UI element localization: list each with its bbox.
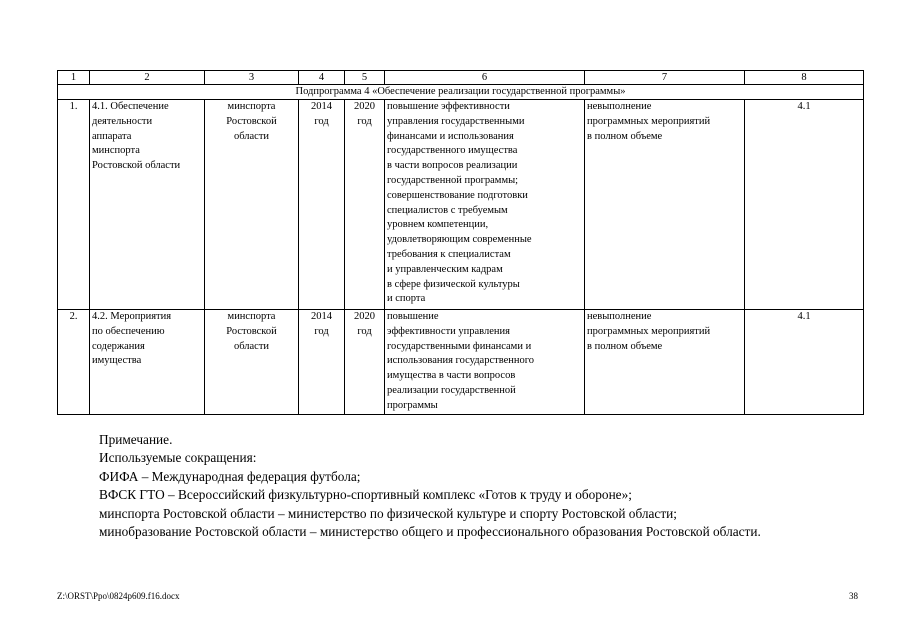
abbreviation-item: минобразование Ростовской области – министерство общего и профессионального образования Ростовской области. (99, 524, 761, 540)
measure-name: 4.1. Обеспечение деятельности аппарата минспорта Ростовской области (90, 100, 205, 310)
table-row (58, 100, 864, 310)
measure-name: 4.2. Мероприятия по обеспечению содержания имущества (90, 310, 205, 415)
expected-result: повышение эффективности управления государственными финансами и использования государственного имущества в части вопросов реализации государственной программы; совершенствование подготовки специалистов с требуемым уровнем компетенции, удовлетворяющим современные требования к специалистам и управленческим кадрам в сфере физической культуры и спорта (385, 100, 585, 310)
consequence: невыполнение программных мероприятий в полном объеме (585, 100, 745, 310)
notes-intro: Используемые сокращения: (99, 450, 257, 466)
abbreviation-item: ВФСК ГТО – Всероссийский физкультурно-спортивный комплекс «Готов к труду и обороне»; (99, 487, 632, 503)
header-cell: 2 (90, 71, 205, 85)
subprogram-title: Подпрограмма 4 «Обеспечение реализации государственной программы» (58, 85, 864, 100)
header-cell: 3 (205, 71, 299, 85)
notes-title: Примечание. (99, 432, 173, 447)
consequence: невыполнение программных мероприятий в полном объеме (585, 310, 745, 415)
header-cell: 6 (385, 71, 585, 85)
expected-result: повышение эффективности управления государственными финансами и использования государственного имущества в части вопросов реализации государственной программы (385, 310, 585, 415)
executor: минспорта Ростовской области (205, 310, 299, 415)
header-cell: 1 (58, 71, 90, 85)
table-row (58, 310, 864, 415)
page-number: 38 (849, 591, 858, 601)
indicator: 4.1 (745, 100, 864, 310)
notes-block (99, 431, 761, 541)
executor: минспорта Ростовской области (205, 100, 299, 310)
row-number: 2. (58, 310, 90, 415)
abbreviation-item: ФИФА – Международная федерация футбола; (99, 468, 361, 484)
end-year: 2020 год (345, 310, 385, 415)
header-cell: 7 (585, 71, 745, 85)
end-year: 2020 год (345, 100, 385, 310)
header-cell: 8 (745, 71, 864, 85)
start-year: 2014 год (299, 100, 345, 310)
header-row (58, 71, 864, 85)
indicator: 4.1 (745, 310, 864, 415)
row-number: 1. (58, 100, 90, 310)
start-year: 2014 год (299, 310, 345, 415)
file-path: Z:\ORST\Ppo\0824p609.f16.docx (57, 591, 180, 601)
header-cell: 5 (345, 71, 385, 85)
header-cell: 4 (299, 71, 345, 85)
measures-table (57, 70, 864, 415)
abbreviation-item: минспорта Ростовской области – министерство по физической культуре и спорту Ростовской области; (99, 505, 677, 521)
subprogram-row (58, 85, 864, 100)
